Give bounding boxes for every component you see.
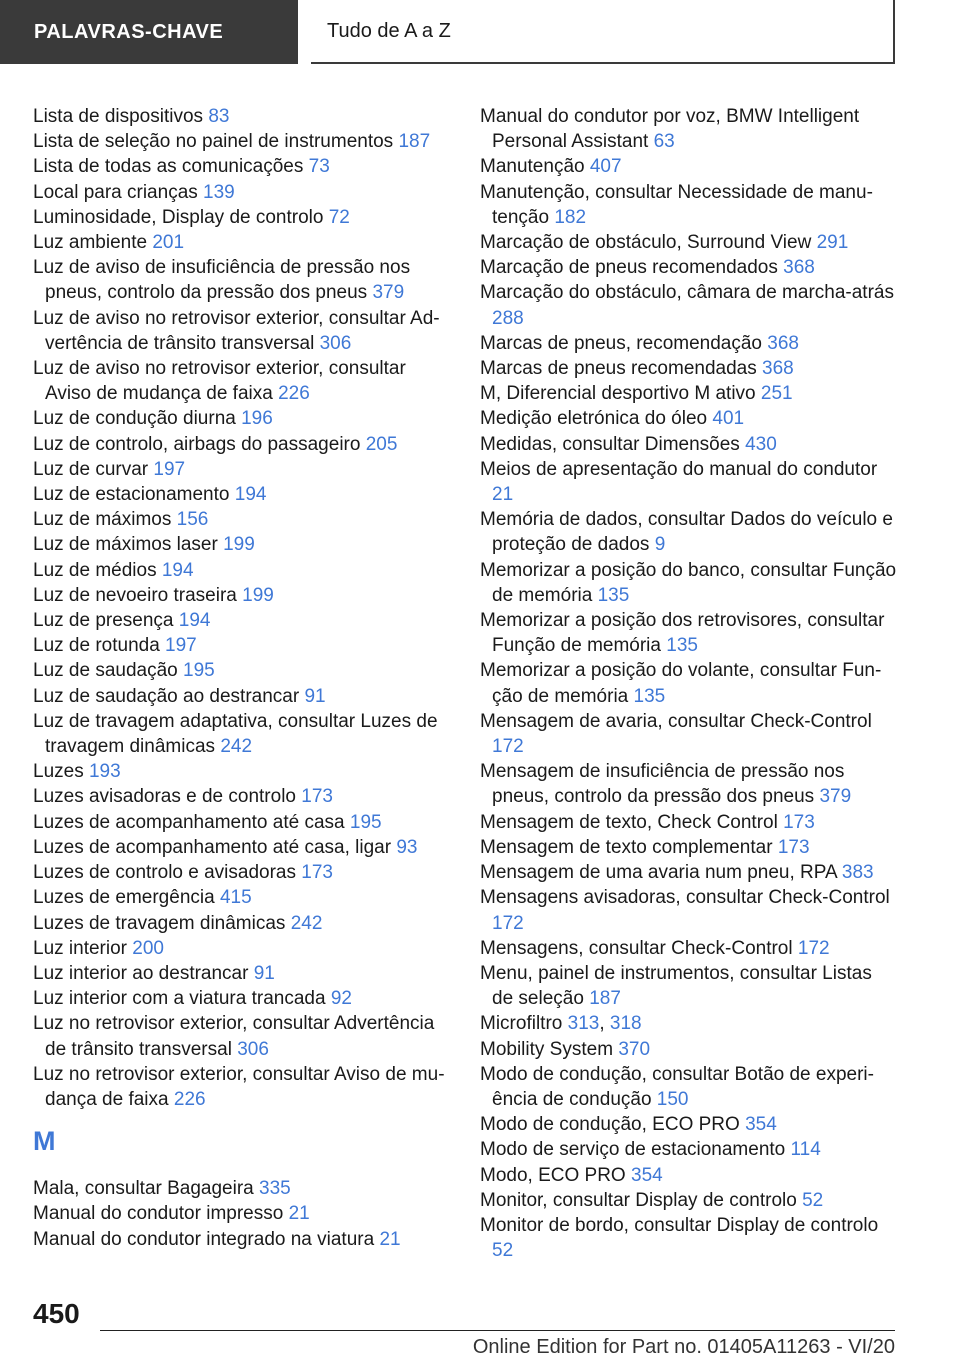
index-entry — [33, 154, 451, 179]
index-entry-text: Luzes avisadoras e de controlo — [33, 786, 296, 808]
index-entry — [480, 709, 898, 759]
index-entry — [33, 180, 451, 205]
index-entry-text: Modo, ECO PRO — [480, 1164, 626, 1186]
page-link[interactable]: 63 — [653, 131, 675, 153]
index-entry — [33, 684, 451, 709]
page-link[interactable]: 354 — [631, 1164, 663, 1186]
page-link[interactable]: 21 — [492, 484, 514, 506]
index-entry-text: Luzes — [33, 761, 84, 783]
page-link[interactable]: 306 — [319, 332, 352, 354]
page-link[interactable]: 415 — [219, 887, 252, 909]
index-entry-text: Manual do condutor por voz, BMW Intelligent Personal Assistant — [480, 106, 860, 153]
page-link[interactable]: 187 — [589, 988, 621, 1010]
index-entry — [33, 104, 451, 129]
index-entry — [33, 230, 451, 255]
index-entry-text: Lista de todas as comunicações — [33, 156, 304, 178]
index-entry — [480, 1037, 898, 1062]
footer-rule — [100, 1330, 895, 1331]
header-tab-label: PALAVRAS-CHAVE — [34, 20, 224, 43]
index-entry-text: Manutenção — [480, 156, 585, 178]
index-entry-text: M, Diferencial desportivo M ativo — [480, 383, 756, 405]
index-entry — [33, 1176, 451, 1201]
index-entry — [33, 608, 451, 633]
page-link[interactable]: 242 — [290, 912, 323, 934]
index-entry — [480, 1112, 898, 1137]
index-entry-text: Manual do condutor integrado na viatura — [33, 1228, 375, 1250]
header-section — [311, 0, 895, 64]
index-entry-text: Luz de máximos — [33, 509, 172, 531]
page-link[interactable]: 205 — [365, 433, 398, 455]
page-link[interactable]: 9 — [654, 534, 666, 556]
index-entry: Microfiltro 313, 318 — [480, 1013, 642, 1035]
index-entry-text: Memorizar a posição do volante, consultar Função de memória — [480, 660, 882, 707]
index-entry — [33, 482, 451, 507]
index-entry-text: Luz de rotunda — [33, 635, 160, 657]
page-link[interactable]: 173 — [301, 786, 333, 808]
index-entry — [480, 457, 898, 507]
index-entry-text: Luminosidade, Display de controlo — [33, 206, 324, 228]
page-link[interactable]: 383 — [841, 862, 874, 884]
page-link[interactable]: 306 — [237, 1038, 269, 1060]
page-link[interactable]: 114 — [790, 1139, 821, 1161]
page-link[interactable]: 156 — [176, 509, 209, 531]
page-link[interactable]: 83 — [208, 106, 230, 127]
index-entry-text: Luz no retrovisor exterior, consultar Aviso de mudança de faixa — [33, 1063, 445, 1110]
index-entry — [33, 255, 451, 305]
page-link[interactable]: 135 — [597, 584, 630, 606]
page-link[interactable]: 52 — [802, 1189, 824, 1211]
index-entry-text: Luz de condução diurna — [33, 408, 236, 430]
index-entry — [480, 608, 898, 658]
index-entry — [33, 633, 451, 658]
index-entry-text: Marcação de pneus recomendados — [480, 257, 778, 279]
header-tab — [0, 0, 298, 64]
index-entry — [33, 406, 451, 431]
index-entry-text: Medidas, consultar Dimensões — [480, 433, 740, 455]
index-entry — [480, 885, 898, 935]
index-entry-text: Manutenção, consultar Necessidade de manutenção — [480, 181, 873, 228]
index-entry-text: Modo de condução, consultar Botão de experiência de condução — [480, 1063, 874, 1110]
index-entry — [480, 331, 898, 356]
index-entry — [33, 911, 451, 936]
index-entry — [33, 860, 451, 885]
page-link[interactable]: 251 — [760, 383, 793, 405]
index-entry — [480, 230, 898, 255]
index-entry — [33, 507, 451, 532]
page-link[interactable]: 72 — [328, 206, 350, 228]
page-link[interactable]: 139 — [203, 181, 235, 203]
page-link[interactable]: 197 — [153, 458, 186, 480]
index-entry — [480, 558, 898, 608]
index-entry — [480, 154, 898, 179]
page-link[interactable]: 288 — [492, 307, 524, 329]
page-link[interactable]: 379 — [372, 282, 405, 304]
index-column-left — [33, 104, 451, 1252]
page-link[interactable]: 135 — [633, 685, 666, 707]
index-entry — [33, 1011, 451, 1061]
index-entry-text: Marcas de pneus, recomendação — [480, 332, 762, 354]
index-entry — [480, 658, 898, 708]
index-entry — [480, 104, 898, 154]
index-entry — [480, 961, 898, 1011]
index-entry-text: Luzes de controlo e avisadoras — [33, 862, 296, 884]
index-entry-text: Luz de médios — [33, 559, 157, 581]
page-link[interactable]: 187 — [398, 131, 431, 153]
index-list-left-m — [33, 1176, 451, 1252]
index-entry — [480, 180, 898, 230]
index-entry — [480, 936, 898, 961]
page-link[interactable]: 195 — [349, 811, 382, 833]
index-entry-text: Marcas de pneus recomendadas — [480, 358, 757, 380]
index-entry-text: Local para crianças — [33, 181, 198, 203]
page-link[interactable]: 199 — [223, 534, 255, 556]
page-link[interactable]: 73 — [308, 156, 330, 178]
index-entry-text: Luz de curvar — [33, 458, 149, 480]
index-entry — [33, 306, 451, 356]
index-entry — [480, 1188, 898, 1213]
index-entry — [33, 759, 451, 784]
index-entry — [33, 784, 451, 809]
index-entry-text: Luz interior — [33, 937, 127, 959]
index-entry-text: Luz interior com a viatura trancada — [33, 988, 326, 1010]
index-entry-text: Luz de saudação — [33, 660, 178, 682]
index-entry — [33, 205, 451, 230]
index-entry-text: Luzes de acompanhamento até casa, ligar — [33, 836, 392, 858]
index-entry — [33, 129, 451, 154]
index-entry-text: Luzes de acompanhamento até casa — [33, 811, 345, 833]
index-entry-text: Marcação do obstáculo, câmara de marcha-atrás — [480, 282, 894, 304]
index-entry — [33, 810, 451, 835]
index-list-right — [480, 104, 898, 1263]
index-entry-text: Luz interior ao destrancar — [33, 962, 249, 984]
index-entry — [480, 432, 898, 457]
page-link[interactable]: 201 — [152, 232, 185, 254]
index-entry-text: Monitor, consultar Display de controlo — [480, 1189, 797, 1211]
index-entry-text: Luz de travagem adaptativa, consultar Luzes de travagem dinâmicas — [33, 710, 438, 758]
index-entry-text: Mensagens avisadoras, consultar Check-Control — [480, 887, 890, 909]
page-link[interactable]: 313 — [567, 1013, 600, 1035]
index-entry-text: Luz de saudação ao destrancar — [33, 685, 300, 707]
index-entry — [33, 986, 451, 1011]
index-entry-text: Marcação de obstáculo, Surround View — [480, 232, 812, 254]
index-entry — [480, 759, 898, 809]
index-entry-text: Luz de controlo, airbags do passageiro — [33, 433, 361, 455]
page-link[interactable]: 135 — [666, 635, 698, 657]
page-link[interactable]: 194 — [178, 610, 211, 632]
index-entry — [480, 381, 898, 406]
index-entry-text: Luz de aviso no retrovisor exterior, consultar Aviso de mudança de faixa — [33, 358, 406, 405]
index-entry — [33, 457, 451, 482]
index-entry-text: Mensagem de avaria, consultar Check-Control — [480, 710, 872, 732]
index-entry — [480, 255, 898, 280]
index-entry-text: Mobility System — [480, 1038, 614, 1060]
page-link[interactable]: 52 — [492, 1240, 514, 1262]
page-link[interactable]: 173 — [777, 836, 810, 858]
page-link[interactable]: 150 — [656, 1088, 689, 1110]
index-entry — [480, 835, 898, 860]
page-link[interactable]: 407 — [589, 156, 622, 178]
page-link[interactable]: 379 — [819, 786, 852, 808]
index-column-right — [480, 104, 898, 1263]
page-link[interactable]: 194 — [161, 559, 194, 581]
index-entry — [480, 280, 898, 330]
index-entry-text: Luz de presença — [33, 610, 174, 632]
index-entry — [480, 507, 898, 557]
page-link[interactable]: 21 — [379, 1228, 401, 1250]
page-link[interactable]: 196 — [241, 408, 273, 430]
index-entry — [480, 810, 898, 835]
index-entry-text: Mensagem de texto, Check Control — [480, 811, 778, 833]
index-entry-text: Luz de nevoeiro traseira — [33, 584, 237, 606]
index-entry-text: Luz de máximos laser — [33, 534, 218, 556]
index-entry — [33, 583, 451, 608]
page-link[interactable]: 173 — [301, 862, 333, 884]
section-letter: M — [33, 1126, 56, 1157]
index-entry — [33, 885, 451, 910]
index-entry — [33, 432, 451, 457]
page-link[interactable]: 194 — [234, 484, 267, 506]
index-entry — [33, 936, 451, 961]
page-link[interactable]: 335 — [259, 1178, 291, 1200]
index-entry — [33, 1201, 451, 1226]
page-link[interactable]: 200 — [132, 937, 164, 959]
index-entry-text: Luzes de emergência — [33, 887, 215, 909]
index-entry-text: Modo de serviço de estacionamento — [480, 1139, 786, 1161]
footer-edition-text: Online Edition for Part no. 01405A11263 - VI/20 — [472, 1336, 895, 1358]
index-list-left — [33, 104, 451, 1112]
index-entry-text: Meios de apresentação do manual do condutor — [480, 458, 878, 480]
index-entry-text: Memorizar a posição dos retrovisores, consultar Função de memória — [480, 610, 885, 657]
index-entry-text: Monitor de bordo, consultar Display de controlo — [480, 1214, 879, 1236]
page-link[interactable]: 430 — [745, 433, 777, 455]
index-entry-text: Luz de estacionamento — [33, 484, 230, 506]
page-link[interactable]: 291 — [816, 232, 849, 254]
index-entry — [480, 860, 898, 885]
index-entry-text: Manual do condutor impresso — [33, 1203, 284, 1225]
page-link[interactable]: 182 — [554, 206, 587, 228]
page-link[interactable]: 370 — [618, 1038, 651, 1060]
index-entry — [480, 1137, 898, 1162]
page-link[interactable]: 173 — [783, 811, 815, 833]
page-link[interactable]: 193 — [88, 761, 121, 783]
index-entry — [33, 532, 451, 557]
section-title: Tudo de A a Z — [327, 19, 451, 42]
index-entry-text: Luz de aviso no retrovisor exterior, consultar Advertência de trânsito transversal — [33, 307, 440, 354]
index-entry-text: Mensagem de insuficiência de pressão nos pneus, controlo da pressão dos pneus — [480, 761, 845, 808]
page-link[interactable]: 368 — [762, 358, 794, 380]
index-entry — [33, 558, 451, 583]
index-entry — [33, 658, 451, 683]
index-entry — [480, 1163, 898, 1188]
page-number: 450 — [33, 1298, 80, 1329]
index-entry — [480, 1062, 898, 1112]
index-entry — [33, 1227, 451, 1252]
index-entry-text: Modo de condução, ECO PRO — [480, 1114, 740, 1136]
page-link[interactable]: 172 — [492, 912, 524, 934]
page-link[interactable]: 242 — [220, 736, 253, 758]
index-entry-text: Lista de dispositivos — [33, 106, 204, 127]
index-entry — [33, 1062, 451, 1112]
index-entry-text: Menu, painel de instrumentos, consultar Listas de seleção — [480, 962, 872, 1010]
page-link[interactable]: 93 — [396, 836, 418, 858]
page-link[interactable]: 368 — [767, 332, 799, 354]
page-link[interactable]: 195 — [183, 660, 215, 682]
page-link[interactable]: 91 — [304, 685, 326, 707]
index-entry-text: Luz no retrovisor exterior, consultar Advertência de trânsito transversal — [33, 1013, 435, 1060]
page-link[interactable]: 226 — [173, 1088, 206, 1110]
page-link[interactable]: 368 — [783, 257, 815, 279]
page-link[interactable]: 172 — [797, 937, 830, 959]
page-link[interactable]: 92 — [330, 988, 352, 1010]
index-entry-text: Mensagens, consultar Check-Control — [480, 937, 793, 959]
index-entry — [33, 356, 451, 406]
index-entry-text: Mensagem de texto complementar — [480, 836, 773, 858]
page-link[interactable]: 197 — [165, 635, 197, 657]
index-entry-text: Luzes de travagem dinâmicas — [33, 912, 286, 934]
index-entry — [33, 835, 451, 860]
page-link[interactable]: 199 — [242, 584, 274, 606]
page-link[interactable]: 21 — [288, 1203, 310, 1225]
page-link[interactable]: 226 — [278, 383, 310, 405]
index-entry-text: Lista de seleção no painel de instrumentos — [33, 131, 394, 153]
index-entry — [33, 961, 451, 986]
index-entry-text: Mala, consultar Bagageira — [33, 1178, 254, 1200]
page-link[interactable]: 91 — [253, 962, 275, 984]
index-entry — [33, 709, 451, 759]
index-entry-text: Luz ambiente — [33, 232, 148, 254]
index-entry-text: Luz de aviso de insuficiência de pressão nos pneus, controlo da pressão dos pneus — [33, 257, 411, 304]
page-link[interactable]: 318 — [609, 1013, 642, 1035]
page-link[interactable]: 401 — [712, 408, 745, 430]
index-entry-text: Mensagem de uma avaria num pneu, RPA — [480, 862, 837, 884]
index-entry-text: Memorizar a posição do banco, consultar Função de memória — [480, 559, 897, 606]
index-entry — [480, 406, 898, 431]
page-link[interactable]: 354 — [745, 1114, 777, 1136]
index-entry-text: Memória de dados, consultar Dados do veículo e proteção de dados — [480, 509, 893, 556]
index-entry-text: Microfiltro — [480, 1013, 563, 1035]
index-entry — [480, 356, 898, 381]
page-link[interactable]: 172 — [492, 736, 524, 758]
index-entry-text: Medição eletrónica do óleo — [480, 408, 708, 430]
index-entry — [480, 1213, 898, 1263]
